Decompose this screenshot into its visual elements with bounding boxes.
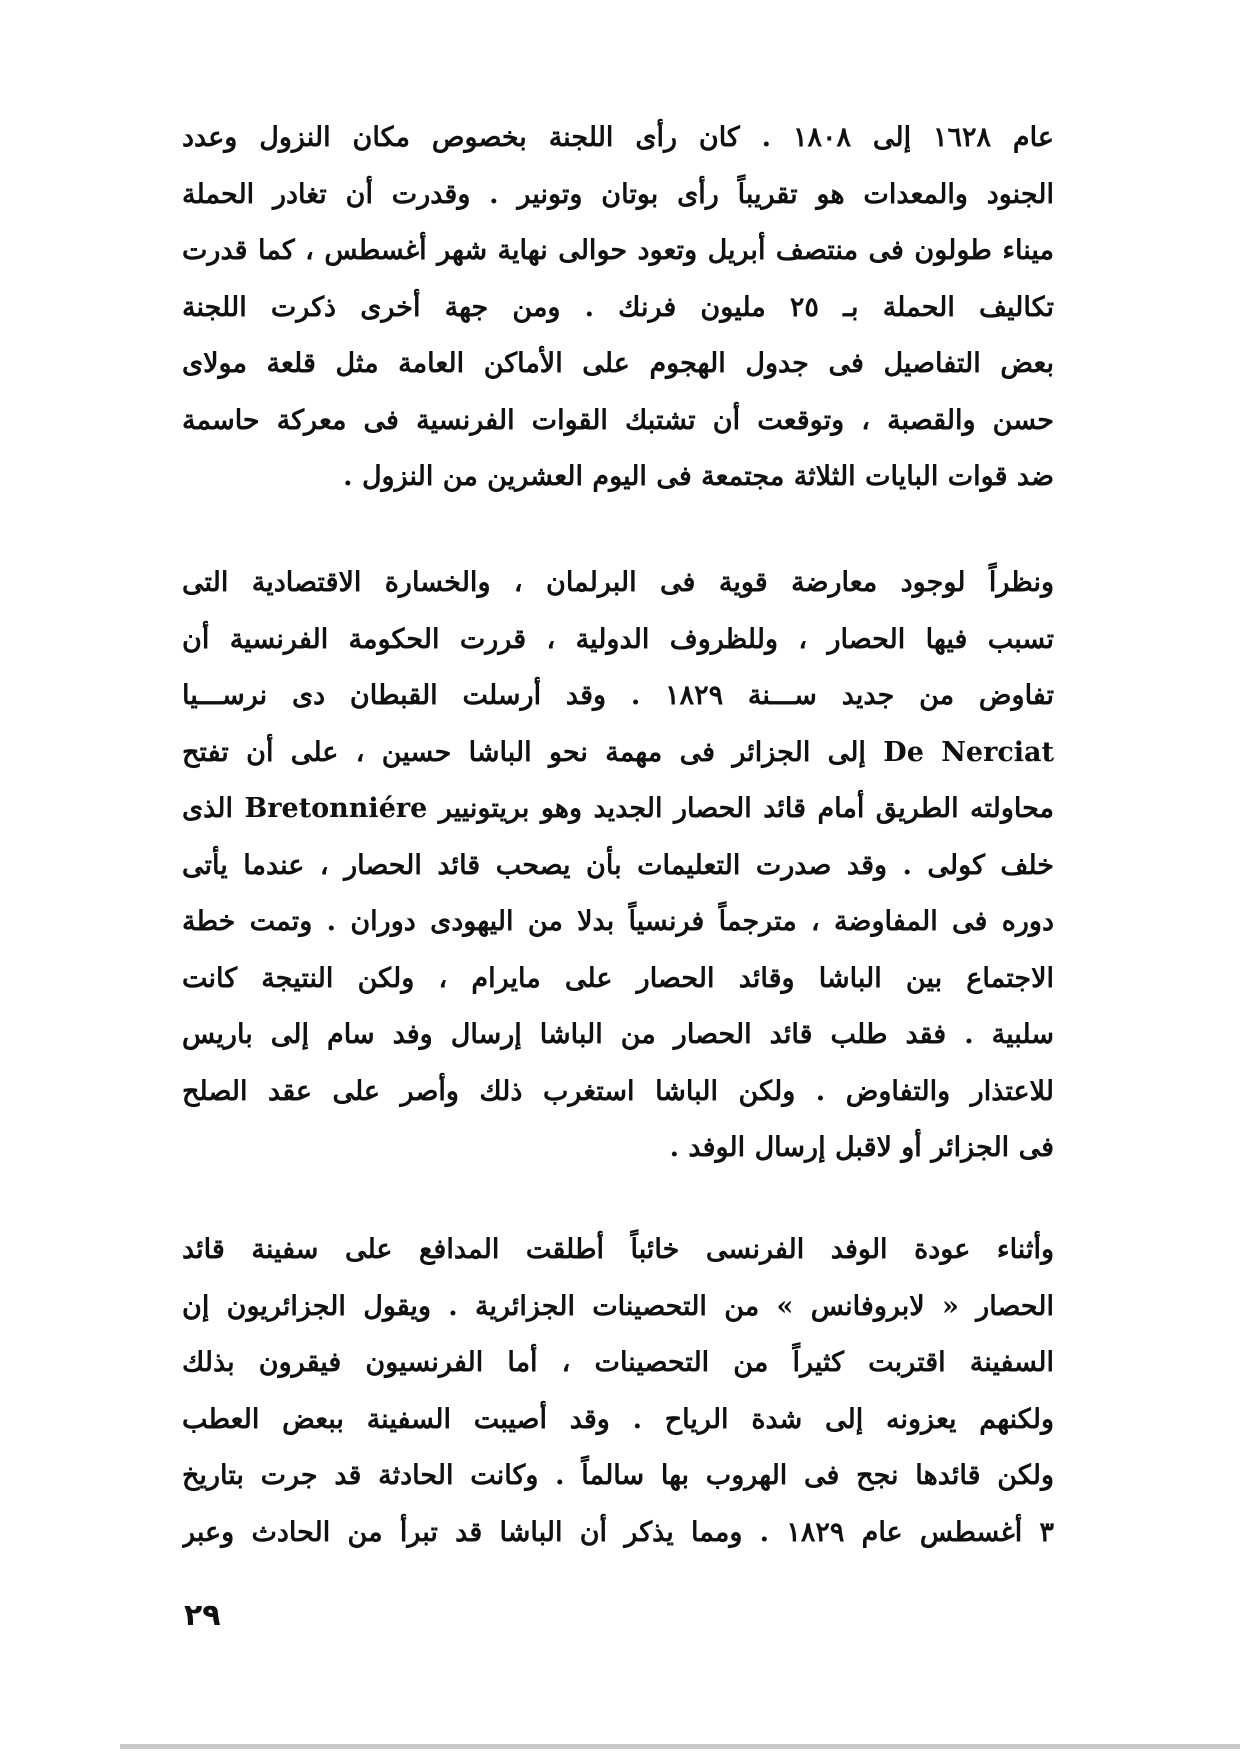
text-line: دوره فى المفاوضة ، مترجماً فرنسياً بدلا من اليهودى دوران . وتمت خطة bbox=[182, 906, 1054, 937]
bottom-divider bbox=[120, 1744, 1240, 1749]
paragraph-2 bbox=[182, 555, 1054, 1177]
text-line: تسبب فيها الحصار ، وللظروف الدولية ، قررت الحكومة الفرنسية أن bbox=[182, 623, 1054, 655]
text-line: ميناء طولون فى منتصف أبريل وتعود حوالى نهاية شهر أغسطس ، كما قدرت bbox=[182, 235, 1054, 266]
text-line: ضد قوات البايات الثلاثة مجتمعة فى اليوم العشرين من النزول . bbox=[343, 461, 1054, 492]
text-line: ولكن قائدها نجح فى الهروب بها سالماً . وكانت الحادثة قد جرت بتاريخ bbox=[182, 1460, 1054, 1491]
text-line: الحصار « لابروفانس » من التحصينات الجزائرية . ويقول الجزائريون إن bbox=[182, 1290, 1054, 1322]
paragraph-1 bbox=[182, 110, 1054, 506]
text-line: وأثناء عودة الوفد الفرنسى خائباً أطلقت المدافع على سفينة قائد bbox=[182, 1234, 1054, 1265]
text-line: حسن والقصبة ، وتوقعت أن تشتبك القوات الفرنسية فى معركة حاسمة bbox=[182, 404, 1054, 436]
text-line: عام ١٦٢٨ إلى ١٨٠٨ . كان رأى اللجنة بخصوص مكان النزول وعدد bbox=[182, 122, 1054, 153]
text-line: بعض التفاصيل فى جدول الهجوم على الأماكن العامة مثل قلعة مولاى bbox=[182, 348, 1054, 379]
text-line: خلف كولى . وقد صدرت التعليمات بأن يصحب قائد الحصار ، عندما يأتى bbox=[182, 849, 1054, 881]
text-line: ونظراً لوجود معارضة قوية فى البرلمان ، والخسارة الاقتصادية التى bbox=[182, 567, 1054, 598]
text-line: ٣ أغسطس عام ١٨٢٩ . ومما يذكر أن الباشا قد تبرأ من الحادث وعبر bbox=[182, 1516, 1054, 1548]
text-line: الاجتماع بين الباشا وقائد الحصار على مايرام ، ولكن النتيجة كانت bbox=[182, 962, 1054, 994]
text-line: تفاوض من جديد ســـنة ١٨٢٩ . وقد أرسلت القبطان دى نرســـيا bbox=[182, 680, 1054, 711]
text-line: السفينة اقتربت كثيراً من التحصينات ، أما الفرنسيون فيقرون بذلك bbox=[182, 1347, 1054, 1378]
paragraph-3 bbox=[182, 1222, 1054, 1561]
text-line: De Nerciat إلى الجزائر فى مهمة نحو الباشا حسين ، على أن تفتح bbox=[182, 736, 1054, 768]
text-line: محاولته الطريق أمام قائد الحصار الجديد وهو بريتونيير Bretonniére الذى bbox=[182, 793, 1054, 824]
text-line: فى الجزائر أو لاقبل إرسال الوفد . bbox=[669, 1132, 1054, 1163]
text-line: ولكنهم يعزونه إلى شدة الرياح . وقد أصيبت السفينة ببعض العطب bbox=[182, 1403, 1054, 1435]
text-line: تكاليف الحملة بـ ٢٥ مليون فرنك . ومن جهة أخرى ذكرت اللجنة bbox=[182, 291, 1054, 323]
text-line: للاعتذار والتفاوض . ولكن الباشا استغرب ذلك وأصر على عقد الصلح bbox=[182, 1075, 1054, 1107]
page-number: ٢٩ bbox=[184, 1598, 221, 1633]
text-line: سلبية . فقد طلب قائد الحصار من الباشا إرسال وفد سام إلى باريس bbox=[182, 1019, 1054, 1050]
text-line: الجنود والمعدات هو تقريباً رأى بوتان وتونير . وقدرت أن تغادر الحملة bbox=[182, 178, 1054, 210]
